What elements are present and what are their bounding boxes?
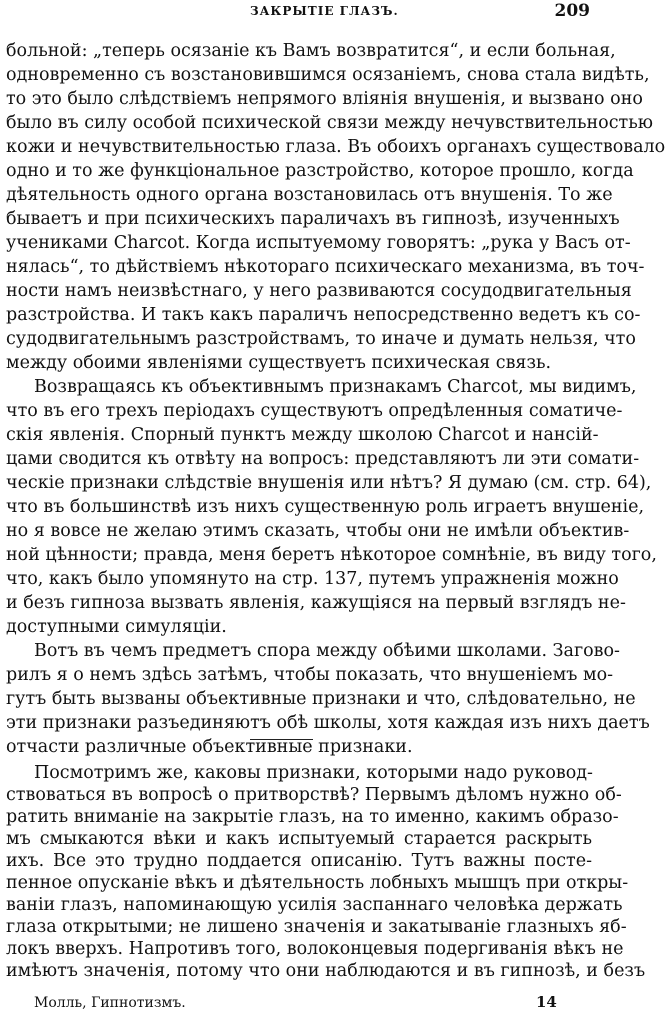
text-line: пенное опусканіе вѣкъ и дѣятельность лобныхъ мышцъ при откры-	[6, 873, 629, 893]
text-line: но я вовсе не желаю этимъ сказать, чтобы они не имѣли объектив-	[6, 521, 630, 541]
text-line: одновременно съ возстановившимся осязаніемъ, снова стала видѣть,	[6, 65, 650, 85]
text-line: глаза открытыми; не лишено значенія и закатываніе глазныхъ яб-	[6, 917, 627, 937]
text-line: учениками Charcot. Когда испытуемому говорятъ: „рука у Васъ от-	[6, 233, 631, 253]
text-line: Посмотримъ же, каковы признаки, которыми надо руковод-	[34, 763, 593, 783]
text-line: и безъ гипноза вызвать явленія, кажущіяся на первый взглядъ не-	[6, 593, 626, 613]
text-line: одно и то же функціональное разстройство, которое прошло, когда	[6, 161, 634, 181]
text-line: судодвигательнымъ разстройствамъ, то иначе и думать нельзя, что	[6, 329, 636, 349]
text-line: отчасти различные объективные признаки.	[6, 737, 413, 757]
text-line: Возвращаясь къ объективнымъ признакамъ Charcot, мы видимъ,	[34, 377, 637, 397]
text-line: что въ большинствѣ изъ нихъ существенную роль играетъ внушеніе,	[6, 497, 645, 517]
footer-author: Молль, Гипнотизмъ.	[34, 995, 186, 1011]
text-line: ихъ. Все это трудно поддается описанію. Тутъ важны посте-	[6, 851, 592, 871]
text-line: Вотъ въ чемъ предметъ спора между обѣими школами. Загово-	[34, 641, 620, 661]
text-line: между обоими явленіями существуетъ психическая связь.	[6, 353, 552, 373]
text-line: ческіе признаки слѣдствіе внушенія или нѣтъ? Я думаю (см. стр. 64),	[6, 473, 652, 493]
text-line: ствоваться въ вопросѣ о притворствѣ? Первымъ дѣломъ нужно об-	[6, 785, 622, 805]
text-line: ной цѣнности; правда, меня беретъ нѣкоторое сомнѣніе, въ виду того,	[6, 545, 657, 565]
text-line: нялась“, то дѣйствіемъ нѣкотораго психическаго механизма, въ точ-	[6, 257, 645, 277]
text-line: было въ силу особой психической связи между нечувствительностью	[6, 113, 653, 133]
text-line: скія явленія. Спорный пунктъ между школою Charcot и нансій-	[6, 425, 599, 445]
text-line: гутъ быть вызваны объективные признаки и что, слѣдовательно, не	[6, 689, 636, 709]
text-line: локъ вверхъ. Напротивъ того, волоконцевыя подергиванія вѣкъ не	[6, 939, 624, 959]
text-line: что въ его трехъ періодахъ существуютъ опредѣленныя соматиче-	[6, 401, 623, 421]
text-line: ваніи глазъ, напоминающую усилія заспаннаго человѣка держать	[6, 895, 623, 915]
text-line: ратить вниманіе на закрытіе глазъ, на то именно, какимъ образо-	[6, 807, 619, 827]
text-line: то это было слѣдствіемъ непрямого вліянія внушенія, и вызвано оно	[6, 89, 643, 109]
text-line: эти признаки разъединяютъ обѣ школы, хотя каждая изъ нихъ даетъ	[6, 713, 650, 733]
text-line: мъ смыкаются вѣки и какъ испытуемый старается раскрыть	[6, 829, 592, 849]
running-title: ЗАКРЫТІЕ ГЛАЗЪ.	[250, 4, 399, 18]
text-line: разстройства. И такъ какъ параличъ непосредственно ведетъ къ со-	[6, 305, 641, 325]
text-line: рилъ я о немъ здѣсь затѣмъ, чтобы показать, что внушеніемъ мо-	[6, 665, 614, 685]
text-line: больной: „теперь осязаніе къ Вамъ возвратится“, и если больная,	[6, 41, 616, 61]
text-line: кожи и нечувствительностью глаза. Въ обоихъ органахъ существовало	[6, 137, 665, 157]
page-number: 209	[554, 1, 590, 21]
text-line: ности намъ неизвѣстнаго, у него развиваются сосудодвигательныя	[6, 281, 632, 301]
text-line: имѣютъ значенія, потому что они наблюдаются и въ гипнозѣ, и безъ	[6, 961, 646, 981]
text-line: бываетъ и при психическихъ параличахъ въ гипнозѣ, изученныхъ	[6, 209, 620, 229]
text-line: доступными симуляціи.	[6, 617, 227, 637]
text-line: что, какъ было упомянуто на стр. 137, путемъ упражненія можно	[6, 569, 619, 589]
signature-mark: 14	[536, 993, 557, 1011]
text-line: дѣятельность одного органа возстановилась отъ внушенія. То же	[6, 185, 613, 205]
text-line: цами сводится къ отвѣту на вопросъ: представляютъ ли эти сомати-	[6, 449, 640, 469]
section-divider	[250, 739, 313, 740]
